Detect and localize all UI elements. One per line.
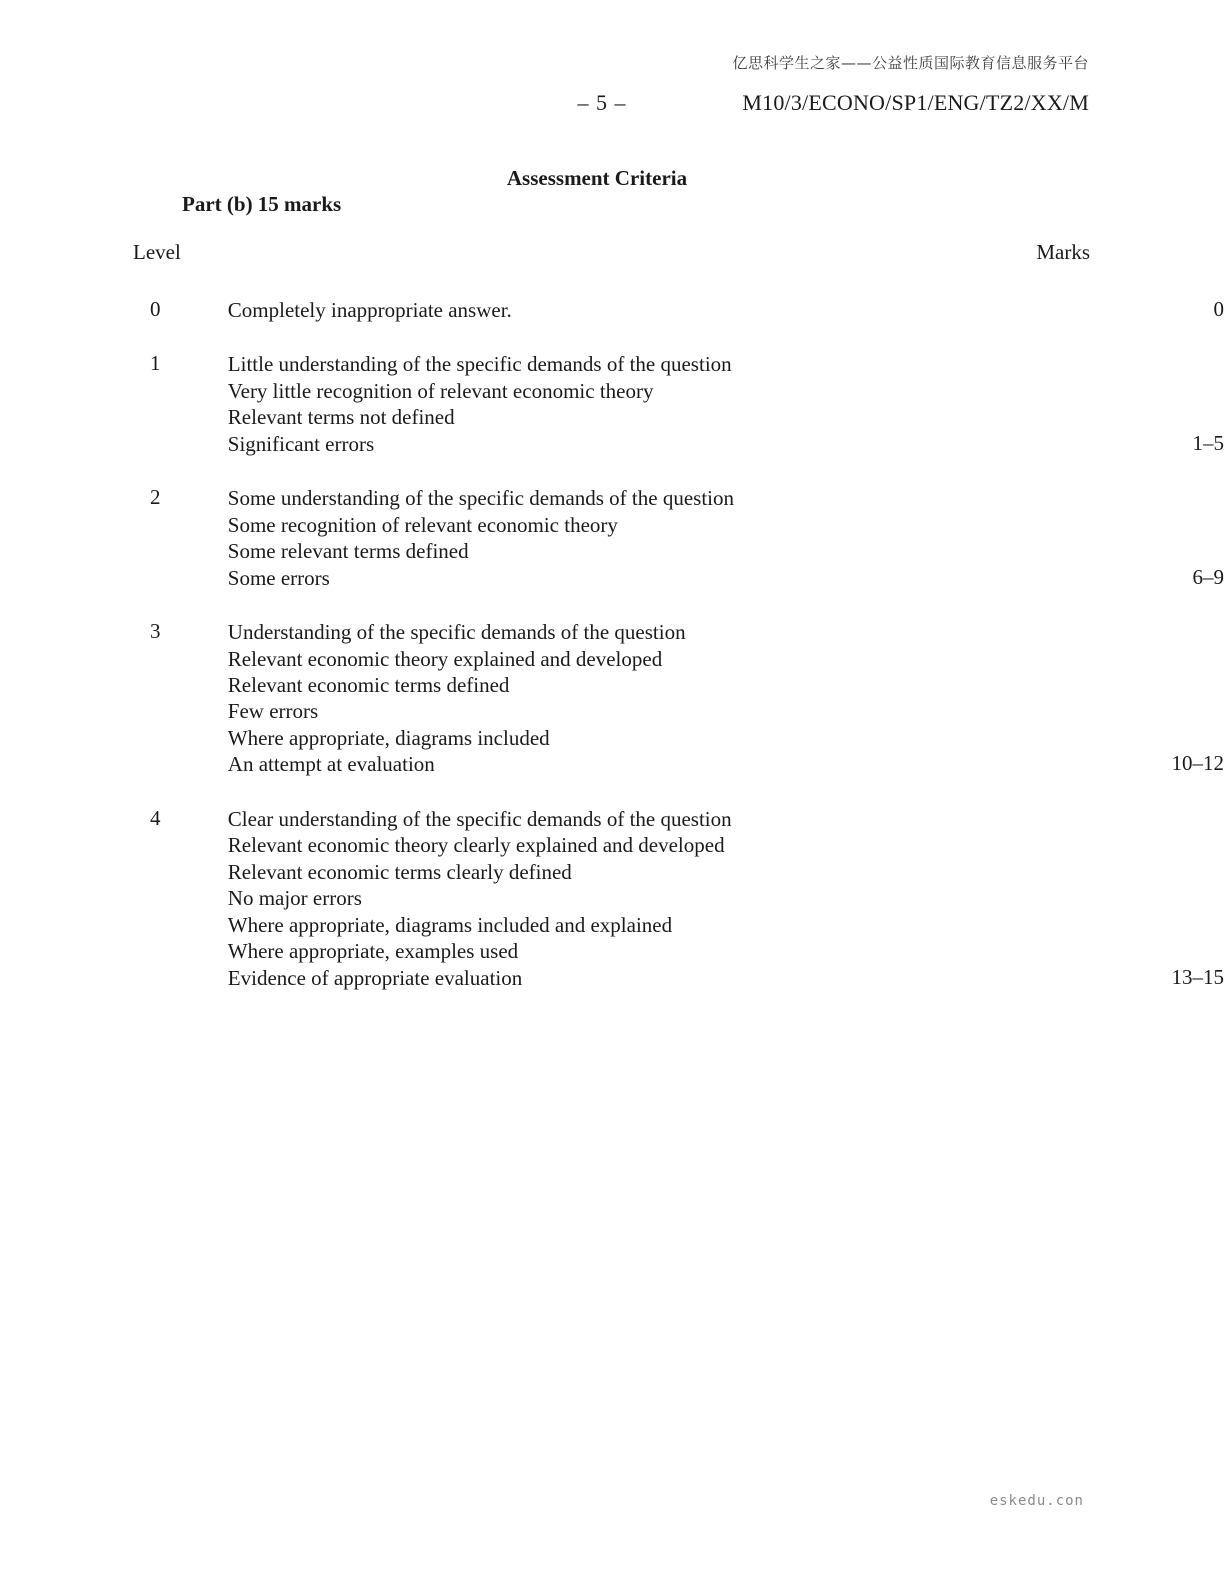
descriptor-line: Few errors (227, 699, 319, 724)
descriptor-line: Some understanding of the specific demands of the question (227, 486, 734, 511)
descriptor-line: Relevant economic terms clearly defined (227, 859, 572, 884)
descriptor-line: Little understanding of the specific demands of the question (227, 352, 732, 377)
marks-cell (1036, 619, 1224, 806)
descriptor-line: Relevant economic terms defined (227, 672, 510, 697)
table-row (0, 619, 1224, 806)
table-row (0, 806, 1224, 1019)
descriptor-line: Significant errors (227, 431, 375, 456)
descriptor-line: No major errors (227, 886, 362, 911)
assessment-criteria-heading (0, 166, 1224, 191)
level-cell: 4 (150, 805, 161, 830)
part-heading: Part (b) 15 marks (182, 192, 342, 216)
table-row (0, 297, 1224, 351)
column-header-descriptors (228, 240, 1037, 297)
marks-cell (1036, 485, 1224, 619)
descriptor-line: Understanding of the specific demands of the question (227, 620, 686, 645)
descriptor-list (228, 806, 1037, 991)
descriptor-line: Evidence of appropriate evaluation (227, 965, 523, 990)
descriptor-cell (228, 806, 1037, 1019)
descriptor-cell (228, 297, 1037, 351)
descriptor-line: Completely inappropriate answer. (227, 298, 512, 322)
document-code: M10/3/ECONO/SP1/ENG/TZ2/XX/M (742, 90, 1089, 115)
descriptor-line: Relevant economic theory clearly explained and developed (227, 833, 725, 858)
descriptor-line: Where appropriate, examples used (227, 939, 519, 964)
marks-cell (1036, 297, 1224, 351)
descriptor-line: Where appropriate, diagrams included and explained (227, 912, 673, 937)
marks-value: 13–15 (1171, 964, 1224, 989)
level-cell: 2 (150, 485, 161, 510)
level-cell: 0 (150, 297, 161, 321)
descriptor-line: Some recognition of relevant economic theory (227, 512, 618, 537)
table-header-row (0, 240, 1224, 297)
descriptor-line: Relevant terms not defined (227, 405, 455, 430)
descriptor-list (228, 485, 1037, 591)
marks-value: 1–5 (1192, 430, 1224, 455)
marks-value: 6–9 (1192, 564, 1224, 589)
footer-site-mark: eskedu.con (989, 1493, 1084, 1509)
descriptor-cell (228, 619, 1037, 806)
descriptor-line: Where appropriate, diagrams included (227, 725, 550, 750)
marks-value: 0 (1213, 297, 1224, 321)
page-number-value: – 5 – (577, 90, 627, 115)
table-header (0, 240, 1224, 297)
marks-cell (1036, 351, 1224, 485)
descriptor-line: Some relevant terms defined (227, 539, 469, 564)
descriptor-list (228, 351, 1037, 457)
assessment-criteria-heading-text: Assessment Criteria (506, 166, 688, 190)
descriptor-line: Clear understanding of the specific demands of the question (227, 806, 732, 831)
descriptor-list (228, 297, 1037, 323)
descriptor-cell (228, 485, 1037, 619)
column-header-marks: Marks (1036, 240, 1090, 264)
level-cell: 1 (150, 351, 161, 376)
chinese-watermark-text: 亿思科学生之家——公益性质国际教育信息服务平台 (732, 54, 1089, 72)
descriptor-list (228, 619, 1037, 778)
descriptor-line: Relevant economic theory explained and developed (227, 646, 663, 671)
level-cell: 3 (150, 619, 161, 644)
marks-cell (1036, 806, 1224, 1019)
descriptor-line: Very little recognition of relevant economic theory (227, 378, 654, 403)
table-row (0, 485, 1224, 619)
table-body (0, 297, 1224, 1019)
table-row (0, 351, 1224, 485)
descriptor-cell (228, 351, 1037, 485)
marks-value: 10–12 (1171, 751, 1224, 776)
column-header-level: Level (133, 240, 181, 264)
assessment-criteria-table (0, 240, 1224, 1019)
descriptor-line: An attempt at evaluation (227, 752, 435, 777)
descriptor-line: Some errors (227, 565, 330, 590)
